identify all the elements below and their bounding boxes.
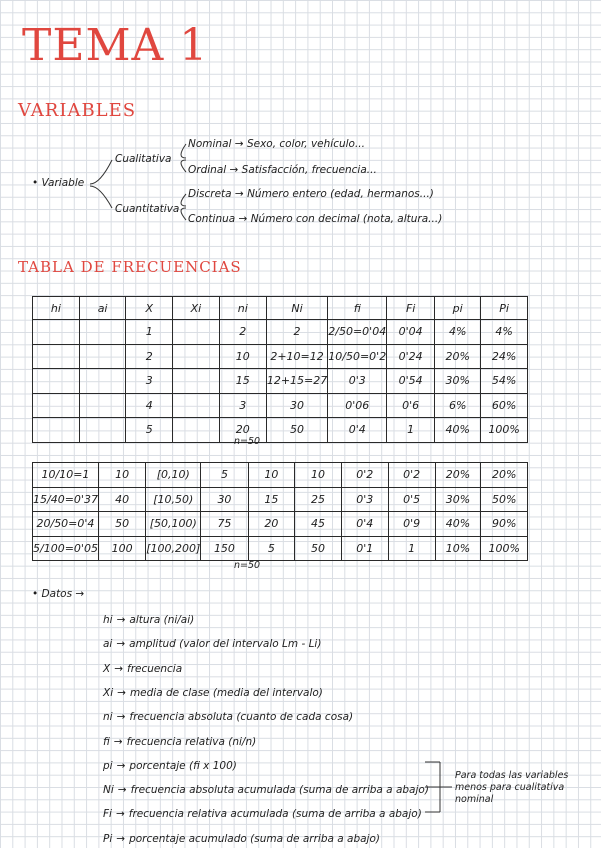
datos-symbol: Ni — [103, 784, 114, 797]
table-cell: 50 — [295, 536, 342, 561]
table-cell: 20% — [435, 463, 481, 488]
table-cell: 0'2 — [341, 463, 388, 488]
page-title: TEMA 1 — [22, 20, 209, 71]
datos-symbol: fi — [103, 735, 110, 748]
table-cell: 20% — [435, 344, 481, 369]
table1-total: n=50 — [234, 436, 261, 447]
datos-text: porcentaje acumulado (suma de arriba a abajo) — [129, 832, 380, 845]
table-header-cell: fi — [328, 297, 387, 320]
table-cell: 25 — [295, 487, 342, 512]
table-header-cell: hi — [33, 297, 80, 320]
variable-root: • Variable — [32, 177, 85, 189]
table-cell: 20 — [248, 512, 295, 537]
subtype-continua: Continua → Número con decimal (nota, altura...) — [188, 213, 443, 225]
variables-heading: VARIABLES — [18, 100, 137, 121]
type-cualitativa: Cualitativa — [115, 153, 172, 165]
table-cell: 0'54 — [387, 369, 435, 394]
datos-text: amplitud (valor del intervalo Lm - Li) — [129, 638, 322, 651]
table-cell: 0'04 — [387, 320, 435, 345]
table-cell: [100,200] — [146, 536, 201, 561]
arrow-right-icon: → — [115, 808, 125, 821]
table-cell: 10 — [219, 344, 266, 369]
table-header-cell: Fi — [387, 297, 435, 320]
table-cell: [0,10) — [146, 463, 201, 488]
type-cuantitativa: Cuantitativa — [115, 203, 180, 215]
table-cell: 45 — [295, 512, 342, 537]
arrow-right-icon: → — [116, 832, 126, 845]
datos-text: frecuencia — [127, 662, 183, 675]
table-cell: 0'4 — [341, 512, 388, 537]
table-cell: 4% — [481, 320, 528, 345]
table-cell: 10/50=0'2 — [328, 344, 387, 369]
subtype-ordinal: Ordinal → Satisfacción, frecuencia... — [188, 164, 377, 176]
table-cell: 20 — [219, 418, 266, 443]
table-cell: 0'1 — [341, 536, 388, 561]
table-cell: 10 — [295, 463, 342, 488]
table-cell: 0'24 — [387, 344, 435, 369]
table-cell: 3 — [126, 369, 173, 394]
table-cell: 0'3 — [341, 487, 388, 512]
table-cell: 60% — [481, 393, 528, 418]
table-cell: 20% — [481, 463, 528, 488]
table-cell: 15 — [219, 369, 266, 394]
bullet-icon: • — [32, 588, 39, 600]
table-cell: 30% — [435, 369, 481, 394]
table-cell: 2/50=0'04 — [328, 320, 387, 345]
table-cell: 1 — [388, 536, 435, 561]
table-cell: 54% — [481, 369, 528, 394]
table-cell: 50 — [98, 512, 145, 537]
arrow-right-icon: → — [116, 759, 126, 772]
datos-text: frecuencia absoluta acumulada (suma de arriba a abajo) — [130, 784, 429, 797]
arrow-right-icon: → — [234, 138, 244, 150]
table-cell: 40% — [435, 418, 481, 443]
table-header-cell: pi — [435, 297, 481, 320]
table-cell: 0'5 — [388, 487, 435, 512]
table-header-cell: Pi — [481, 297, 528, 320]
table-cell: 4 — [126, 393, 173, 418]
table-cell: [50,100) — [146, 512, 201, 537]
arrow-right-icon: → — [113, 735, 123, 748]
table-cell: 30 — [266, 393, 327, 418]
datos-text: altura (ni/ai) — [129, 614, 195, 626]
datos-symbol: Fi — [103, 808, 112, 821]
table-cell: 0'9 — [388, 512, 435, 537]
table-cell: [10,50) — [146, 487, 201, 512]
table-cell: 100% — [481, 536, 528, 561]
datos-symbol: hi — [103, 614, 113, 626]
datos-symbol: Xi — [103, 686, 114, 699]
datos-text: frecuencia relativa acumulada (suma de arriba a abajo) — [128, 808, 422, 821]
arrow-right-icon: → — [116, 614, 126, 626]
table-header-cell: X — [126, 297, 173, 320]
table-cell: 15/40=0'37 — [33, 487, 99, 512]
table-cell: 75 — [201, 512, 248, 537]
table-cell: 6% — [435, 393, 481, 418]
table-cell: 5 — [126, 418, 173, 443]
arrow-right-icon: → — [75, 588, 85, 600]
arrow-right-icon: → — [238, 213, 248, 225]
table-cell: 20/50=0'4 — [33, 512, 99, 537]
arrow-right-icon: → — [116, 638, 126, 651]
table-cell: 15 — [248, 487, 295, 512]
datos-symbol: Pi — [103, 832, 113, 845]
table-cell: 0'2 — [388, 463, 435, 488]
table-cell: 30 — [201, 487, 248, 512]
datos-text: frecuencia absoluta (cuanto de cada cosa) — [129, 711, 354, 724]
table-cell: 5 — [248, 536, 295, 561]
table-header-cell: Xi — [172, 297, 219, 320]
datos-text: porcentaje (fi x 100) — [129, 759, 237, 772]
table-cell: 50 — [266, 418, 327, 443]
arrow-right-icon: → — [117, 784, 127, 797]
arrow-right-icon: → — [234, 188, 244, 200]
table-cell: 12+15=27 — [266, 369, 327, 394]
table-cell: 40 — [98, 487, 145, 512]
datos-symbol: pi — [103, 759, 113, 772]
table-cell: 0'3 — [328, 369, 387, 394]
table-cell: 50% — [481, 487, 528, 512]
table-cell: 0'6 — [387, 393, 435, 418]
arrow-right-icon: → — [117, 686, 126, 699]
arrow-right-icon: → — [229, 164, 239, 176]
table-heading: TABLA DE FRECUENCIAS — [18, 258, 242, 276]
table-cell: 2 — [126, 344, 173, 369]
table-header-cell: ni — [219, 297, 266, 320]
table-cell: 150 — [201, 536, 248, 561]
datos-lead: • Datos → — [32, 588, 85, 600]
table-cell: 100% — [481, 418, 528, 443]
datos-text: frecuencia relativa (ni/n) — [126, 735, 257, 748]
table-cell: 2 — [266, 320, 327, 345]
subtype-nominal: Nominal → Sexo, color, vehículo... — [188, 138, 365, 150]
table-cell: 5 — [201, 463, 248, 488]
datos-symbol: ni — [103, 711, 113, 724]
table-cell: 0'06 — [328, 393, 387, 418]
datos-text: media de clase (media del intervalo) — [129, 686, 323, 699]
table-cell: 1 — [126, 320, 173, 345]
table-cell: 90% — [481, 512, 528, 537]
table-cell: 100 — [98, 536, 145, 561]
table-cell: 10/10=1 — [33, 463, 99, 488]
table-cell: 0'4 — [328, 418, 387, 443]
table-cell: 24% — [481, 344, 528, 369]
datos-symbol: ai — [103, 638, 113, 651]
arrow-right-icon: → — [116, 711, 126, 724]
table-cell: 1 — [387, 418, 435, 443]
table-cell: 3 — [219, 393, 266, 418]
table-cell: 10 — [98, 463, 145, 488]
table-header-cell: ai — [79, 297, 126, 320]
datos-note: Para todas las variables menos para cualitativa nominal — [455, 770, 569, 805]
table-cell: 5/100=0'05 — [33, 536, 99, 561]
table-header-cell: Ni — [266, 297, 327, 320]
table-cell: 30% — [435, 487, 481, 512]
datos-symbol: X — [103, 662, 111, 675]
table-cell: 2+10=12 — [266, 344, 327, 369]
table-cell: 4% — [435, 320, 481, 345]
table-cell: 2 — [219, 320, 266, 345]
table-cell: 10% — [435, 536, 481, 561]
arrow-right-icon: → — [114, 662, 124, 675]
table2-total: n=50 — [234, 560, 261, 571]
bullet-icon: • — [32, 177, 39, 189]
subtype-discreta: Discreta → Número entero (edad, hermanos...) — [188, 188, 434, 200]
table-cell: 40% — [435, 512, 481, 537]
table-cell: 10 — [248, 463, 295, 488]
